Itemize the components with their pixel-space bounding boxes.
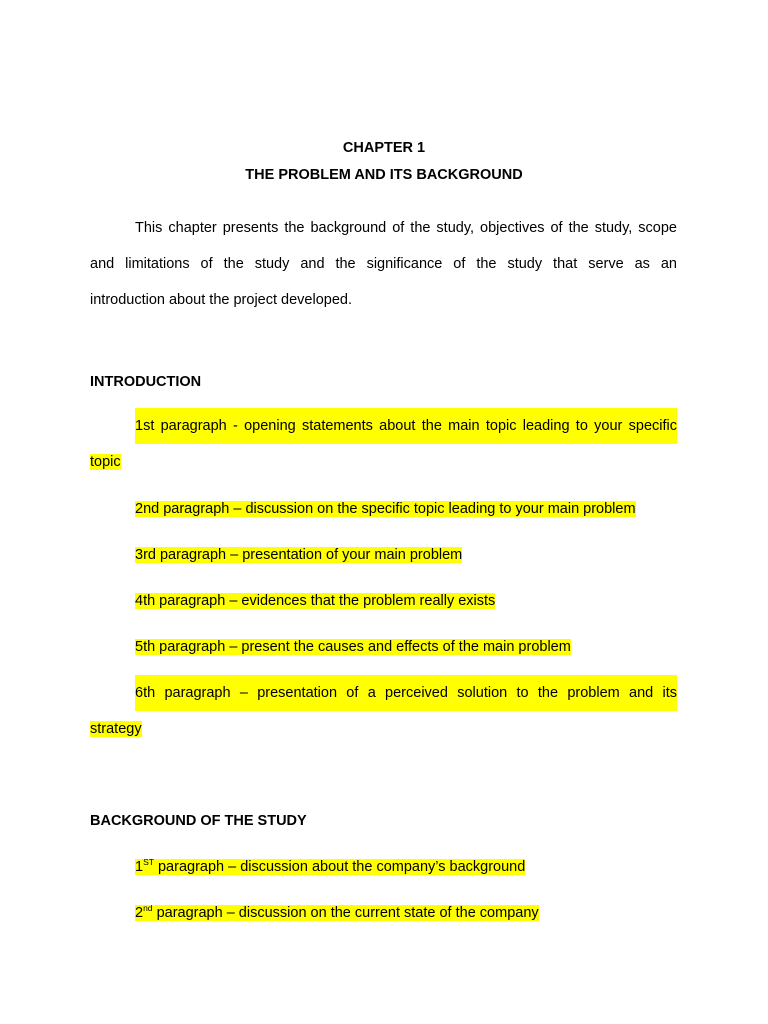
chapter-title: THE PROBLEM AND ITS BACKGROUND <box>245 167 523 183</box>
introduction-heading: INTRODUCTION <box>90 374 202 390</box>
highlighted-text: strategy <box>90 721 142 737</box>
ordinal-suffix: ST <box>143 857 154 868</box>
ordinal-suffix: nd <box>143 903 153 914</box>
background-item <box>90 904 677 922</box>
highlighted-text: 1st paragraph - opening statements about the main topic leading to your specific <box>135 408 677 444</box>
highlighted-text: 6th paragraph – presentation of a perceived solution to the problem and its <box>135 675 677 711</box>
highlighted-text: 2nd paragraph – discussion on the specific topic leading to your main problem <box>135 501 636 517</box>
highlighted-text: 3rd paragraph – presentation of your main problem <box>135 547 463 563</box>
introduction-item <box>90 592 677 610</box>
highlighted-text: paragraph – discussion about the company’s background <box>153 859 526 875</box>
highlighted-text: 5th paragraph – present the causes and effects of the main problem <box>135 639 571 655</box>
introduction-item <box>90 675 677 747</box>
paragraph-number: 1 <box>135 859 144 875</box>
intro-paragraph-line: and limitations of the study and the significance of the study that serve as an <box>90 256 677 272</box>
highlighted-text: paragraph – discussion on the current state of the company <box>152 905 539 921</box>
introduction-item <box>90 546 677 564</box>
background-heading: BACKGROUND OF THE STUDY <box>90 813 307 829</box>
highlighted-text: topic <box>90 454 121 470</box>
highlighted-text: 4th paragraph – evidences that the problem really exists <box>135 593 496 609</box>
introduction-item <box>90 638 677 656</box>
chapter-number: CHAPTER 1 <box>342 140 426 156</box>
intro-paragraph-line: This chapter presents the background of the study, objectives of the study, scope <box>135 220 677 236</box>
introduction-item <box>90 408 677 480</box>
paragraph-number: 2 <box>135 905 144 921</box>
background-item <box>90 858 677 876</box>
intro-paragraph-line: introduction about the project developed. <box>90 292 352 308</box>
introduction-item <box>90 500 677 518</box>
intro-paragraph <box>90 210 677 318</box>
